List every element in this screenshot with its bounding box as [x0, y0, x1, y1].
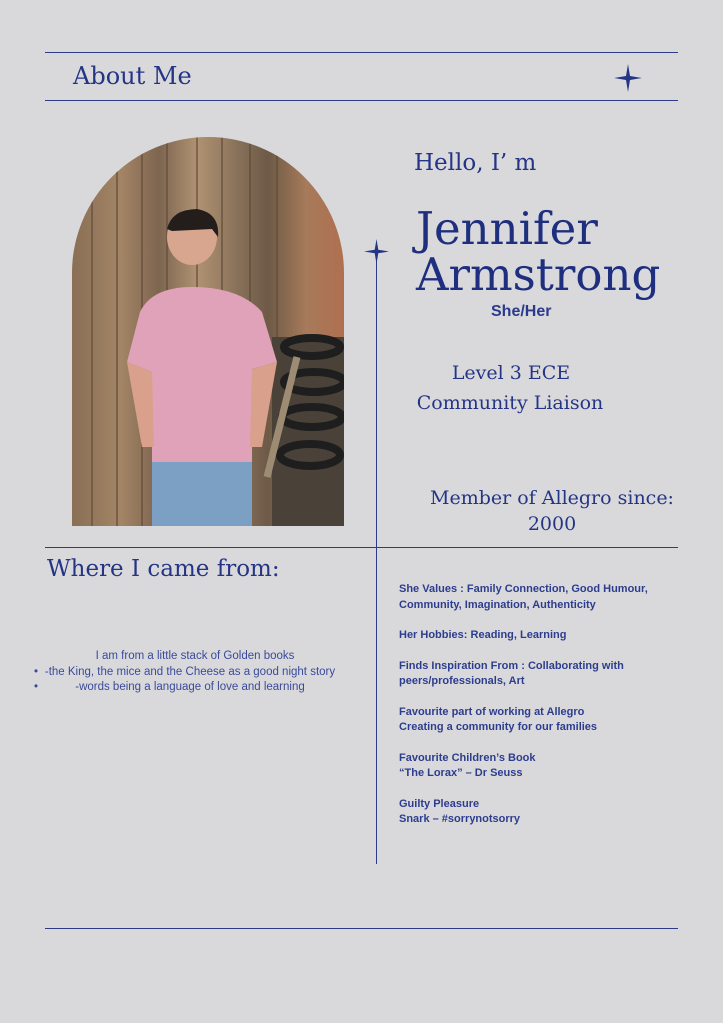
first-name: Jennifer: [416, 202, 598, 255]
greeting: Hello, I’ m: [414, 150, 537, 176]
vertical-divider: [376, 260, 377, 864]
sparkle-star-icon: [364, 239, 389, 264]
footer-rule: [45, 928, 678, 929]
fact-values: She Values : Family Connection, Good Humour, Community, Imagination, Authenticity: [399, 583, 648, 611]
person-name: [416, 202, 661, 301]
origins-heading: Where I came from:: [47, 556, 280, 582]
member-since: [410, 485, 694, 537]
header-bottom-rule: [45, 100, 678, 101]
list-item: • -words being a language of love and learning: [40, 680, 340, 696]
fact-inspiration: Finds Inspiration From : Collaborating with peers/professionals, Art: [399, 659, 624, 687]
role-line-2: Community Liaison: [416, 392, 604, 414]
role-line-1: Level 3 ECE: [451, 362, 571, 384]
list-item: • -the King, the mice and the Cheese as a good night story: [40, 665, 340, 681]
pronouns: She/Her: [491, 303, 552, 320]
profile-photo: [72, 137, 344, 526]
sparkle-star-icon: [614, 64, 642, 92]
member-since-label: Member of Allegro since:: [430, 487, 674, 509]
page-title: About Me: [73, 62, 192, 90]
origins-text: [40, 649, 340, 696]
facts-list: [399, 582, 679, 843]
fact-hobbies: Her Hobbies: Reading, Learning: [399, 629, 567, 641]
member-since-year: 2000: [527, 513, 577, 535]
section-rule: [45, 547, 678, 548]
origins-list: [40, 665, 340, 696]
header-top-rule: [45, 52, 678, 53]
fact-favourite-part: Favourite part of working at Allegro Creating a community for our families: [399, 705, 598, 733]
fact-favourite-book: Favourite Children’s Book “The Lorax” – Dr Seuss: [399, 751, 536, 779]
last-name: Armstrong: [416, 248, 661, 301]
fact-guilty-pleasure: Guilty Pleasure Snark – #sorrynotsorry: [399, 797, 521, 825]
origins-intro: I am from a little stack of Golden books: [95, 650, 295, 662]
